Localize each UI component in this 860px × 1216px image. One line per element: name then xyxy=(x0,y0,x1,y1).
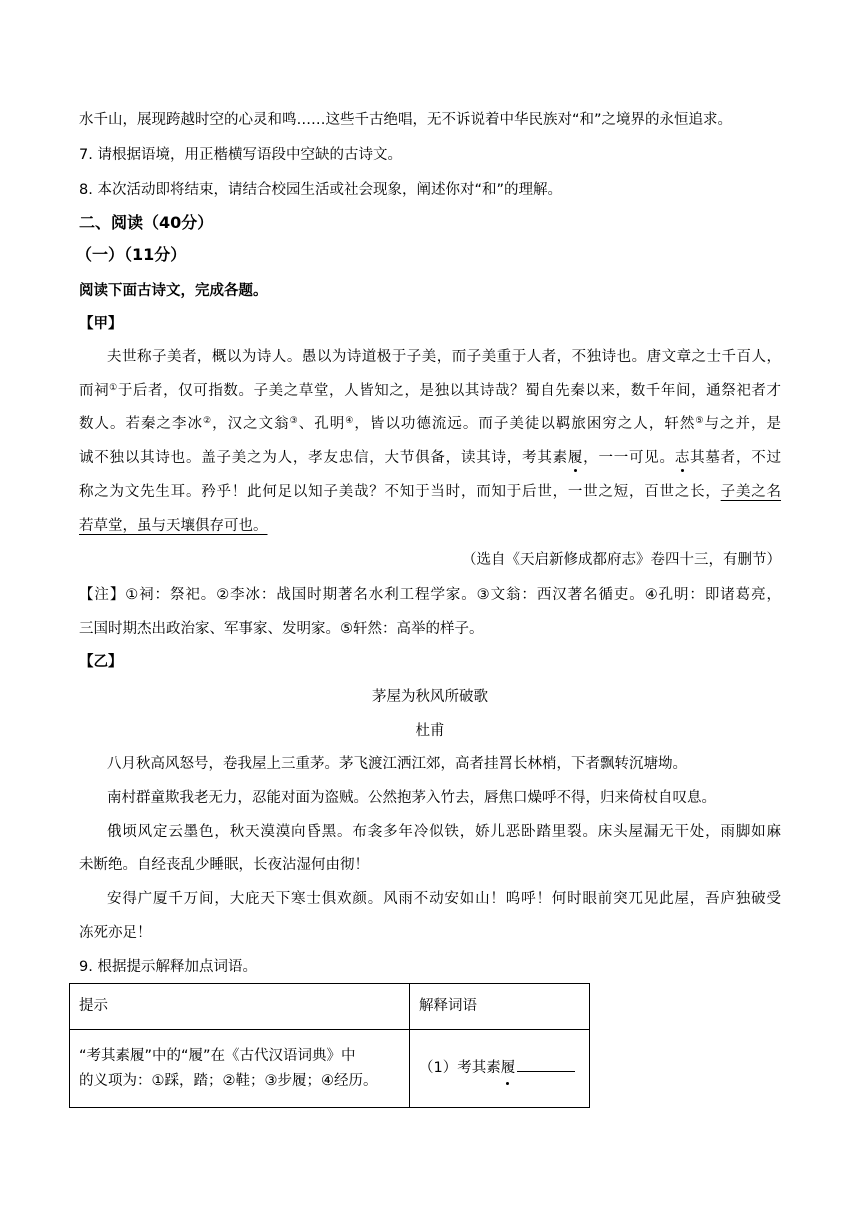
poem-stanza-4-line-2: 冻死亦足！ xyxy=(79,925,152,941)
notes-line-1: 【注】①祠：祭祀。②李冰：战国时期著名水利工程学家。③文翁：西汉著名循吏。④孔明：即诸葛亮， xyxy=(79,587,781,603)
jia-line-1: 夫世称子美者，概以为诗人。愚以为诗道极于子美，而子美重于人者，不独诗也。唐文章之士千百人， xyxy=(107,349,781,365)
question-7: 7. 请根据语境，用正楷横写语段中空缺的古诗文。 xyxy=(79,147,402,163)
dotted-word-lv: 履 xyxy=(567,450,583,466)
table-hint-cell: “考其素履”中的“履”在《古代汉语词典》中 的义项为：①踩，踏；②鞋；③步履；④经历。 xyxy=(70,1030,410,1108)
question-8: 8. 本次活动即将结束，请结合校园生活或社会现象，阐述你对“和”的理解。 xyxy=(79,182,562,198)
poem-stanza-3-line-2: 未断绝。自经丧乱少睡眠，长夜沾湿何由彻！ xyxy=(79,857,369,873)
jia-line-5: 称之为文先生耳。矜乎！此何足以知子美哉？不知于当时，而知于后世，一世之短，百世之长，子美之名 xyxy=(79,484,782,500)
label-yi: 【乙】 xyxy=(79,654,123,670)
dotted-word-zhi: 志 xyxy=(674,450,690,466)
instruction: 阅读下面古诗文，完成各题。 xyxy=(79,283,268,299)
table-header-explain: 解释词语 xyxy=(410,984,590,1030)
underlined-sentence-part-2: 若草堂，虽与天壤俱存可也。 xyxy=(79,518,268,534)
underlined-sentence-part-1: 子美之名 xyxy=(720,484,782,500)
poem-author: 杜甫 xyxy=(415,723,445,739)
answer-blank[interactable] xyxy=(517,1057,575,1072)
jia-line-2: 而祠①于后者，仅可指数。子美之草堂，人皆知之，是独以其诗哉？蜀自先秦以来，数千年间，通祭祀者才 xyxy=(79,383,781,399)
dotted-word-lv-table: 履 xyxy=(501,1056,516,1081)
table-answer-cell: （1）考其素履 xyxy=(410,1030,590,1108)
table-header-hint: 提示 xyxy=(70,984,410,1030)
poem-stanza-2: 南村群童欺我老无力，忍能对面为盗贼。公然抱茅入竹去，唇焦口燥呼不得，归来倚杖自叹息。 xyxy=(107,790,716,806)
jia-line-3: 数人。若秦之李冰②，汉之文翁③、孔明④，皆以功德流远。而子美徒以羁旅困穷之人，轩然⑤与之并，是 xyxy=(79,416,782,432)
notes-line-2: 三国时期杰出政治家、军事家、发明家。⑤轩然：高举的样子。 xyxy=(79,621,484,637)
jia-line-6 xyxy=(79,516,268,536)
poem-stanza-4-line-1: 安得广厦千万间，大庇天下寒士俱欢颜。风雨不动安如山！呜呼！何时眼前突兀见此屋，吾庐独破受 xyxy=(107,891,781,907)
jia-line-4: 诚不独以其诗也。盖子美之为人，孝友忠信，大节俱备，读其诗，考其素履，一一可见。志其墓者，不过 xyxy=(79,450,782,466)
part-1-heading: （一）（11分） xyxy=(76,245,187,264)
poem-stanza-3-line-1: 俄顷风定云墨色，秋天漠漠向昏黑。布衾多年冷似铁，娇儿恶卧踏里裂。床头屋漏无干处，雨脚如麻 xyxy=(107,824,781,840)
question-9-table xyxy=(69,983,590,1108)
poem-stanza-1: 八月秋高风怒号，卷我屋上三重茅。茅飞渡江洒江郊，高者挂罥长林梢，下者飘转沉塘坳。 xyxy=(107,756,687,772)
section-2-heading: 二、阅读（40分） xyxy=(79,213,214,232)
poem-title: 茅屋为秋风所破歌 xyxy=(372,689,488,705)
question-9: 9. 根据提示解释加点词语。 xyxy=(79,959,257,975)
jia-source: （选自《天启新修成都府志》卷四十三，有删节） xyxy=(462,552,781,568)
intro-tail: 水千山，展现跨越时空的心灵和鸣……这些千古绝唱，无不诉说着中华民族对“和”之境界的永恒追求。 xyxy=(79,112,733,128)
label-jia: 【甲】 xyxy=(79,316,123,332)
